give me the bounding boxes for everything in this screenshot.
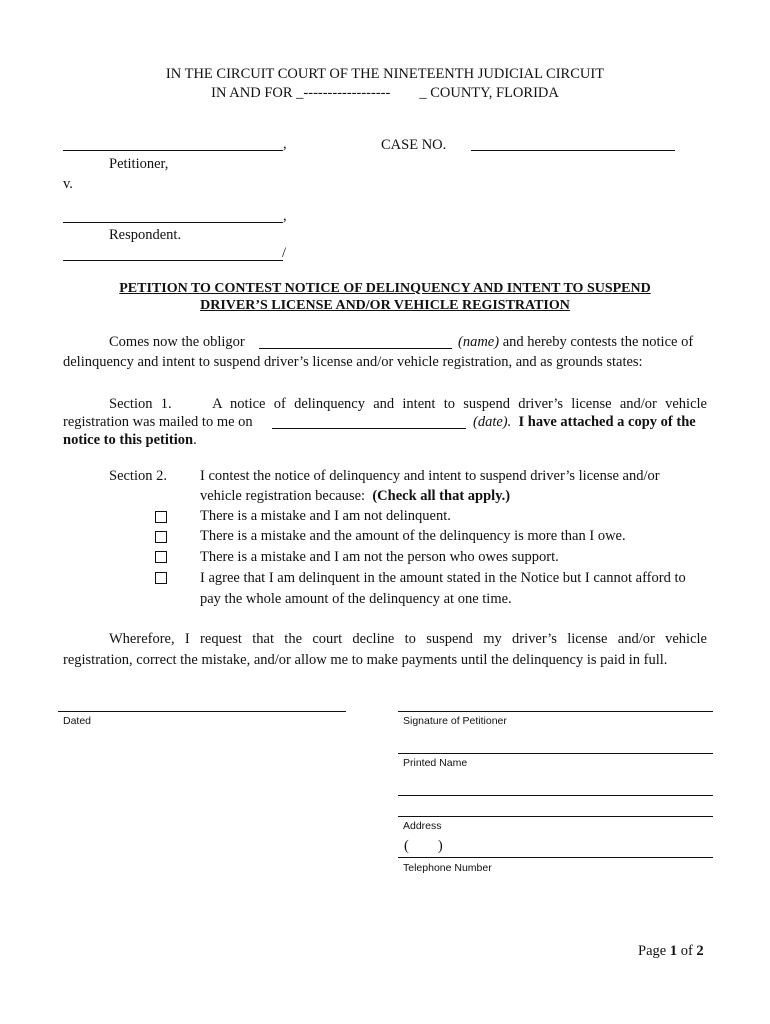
phone-parens: ( )	[404, 838, 443, 854]
respondent-label: Respondent.	[109, 227, 182, 243]
respondent-slash: /	[282, 245, 287, 261]
versus-label: v.	[63, 176, 73, 192]
respondent-line-2	[63, 260, 283, 261]
page-number: Page 1 of 2	[638, 943, 704, 959]
checkbox-amount-more[interactable]	[155, 531, 167, 543]
printed-name-label: Printed Name	[403, 757, 468, 769]
option-cannot-afford: I agree that I am delinquent in the amount stated in the Notice but I cannot afford to	[200, 570, 686, 586]
wherefore-line2: registration, correct the mistake, and/or allow me to make payments until the delinquency is paid in full.	[63, 652, 668, 668]
option-amount-more: There is a mistake and the amount of the delinquency is more than I owe.	[200, 528, 626, 544]
section2-line2: vehicle registration because: (Check all that apply.)	[200, 488, 511, 504]
respondent-name-line[interactable]	[63, 222, 283, 223]
address-label: Address	[403, 820, 442, 832]
option-cannot-afford-line2: pay the whole amount of the delinquency at one time.	[200, 591, 512, 607]
section1-line3: notice to this petition.	[63, 432, 197, 448]
section1-line2-prefix: registration was mailed to me on	[63, 414, 253, 430]
checkbox-not-delinquent[interactable]	[155, 511, 167, 523]
telephone-line[interactable]	[398, 857, 713, 858]
petitioner-name-line[interactable]	[63, 150, 283, 151]
wherefore-line1: Wherefore, I request that the court decline to suspend my driver’s license and/or vehicle	[109, 631, 707, 647]
obligor-name-line[interactable]	[259, 348, 452, 349]
address-line-2[interactable]	[398, 816, 713, 817]
intro-line2: delinquency and intent to suspend driver’s license and/or vehicle registration, and as grounds states:	[63, 354, 643, 370]
signature-label: Signature of Petitioner	[403, 715, 507, 727]
section2-label: Section 2.	[109, 468, 167, 484]
dated-label: Dated	[63, 715, 92, 727]
address-line-1[interactable]	[398, 795, 713, 796]
section2-line1: I contest the notice of delinquency and intent to suspend driver’s license and/or	[200, 468, 660, 484]
court-heading-line1: IN THE CIRCUIT COURT OF THE NINETEENTH JUDICIAL CIRCUIT	[165, 66, 605, 82]
checkbox-cannot-afford[interactable]	[155, 572, 167, 584]
option-not-person: There is a mistake and I am not the person who owes support.	[200, 549, 559, 565]
intro-name-hint: (name) and hereby contests the notice of	[458, 334, 694, 350]
printed-name-line[interactable]	[398, 753, 713, 754]
court-heading-line2: IN AND FOR _------------------ _ COUNTY, FLORIDA	[211, 85, 559, 101]
option-not-delinquent: There is a mistake and I am not delinquent.	[200, 508, 451, 524]
petitioner-comma: ,	[283, 136, 287, 152]
section1-line1: Section 1. A notice of delinquency and intent to suspend driver’s license and/or vehicle	[109, 396, 707, 412]
telephone-label: Telephone Number	[403, 862, 492, 874]
petition-title-line2: DRIVER’S LICENSE AND/OR VEHICLE REGISTRATION	[200, 298, 570, 313]
dated-line[interactable]	[58, 711, 346, 712]
case-number-line[interactable]	[471, 150, 675, 151]
case-number-label: CASE NO.	[381, 137, 447, 153]
signature-line[interactable]	[398, 711, 713, 712]
section1-date-hint: (date). I have attached a copy of the	[473, 414, 696, 430]
respondent-comma: ,	[283, 208, 287, 224]
petition-title-line1: PETITION TO CONTEST NOTICE OF DELINQUENCY AND INTENT TO SUSPEND	[119, 281, 651, 296]
petitioner-label: Petitioner,	[109, 156, 169, 172]
mailed-date-line[interactable]	[272, 428, 466, 429]
checkbox-not-person[interactable]	[155, 551, 167, 563]
intro-prefix: Comes now the obligor	[109, 334, 245, 350]
